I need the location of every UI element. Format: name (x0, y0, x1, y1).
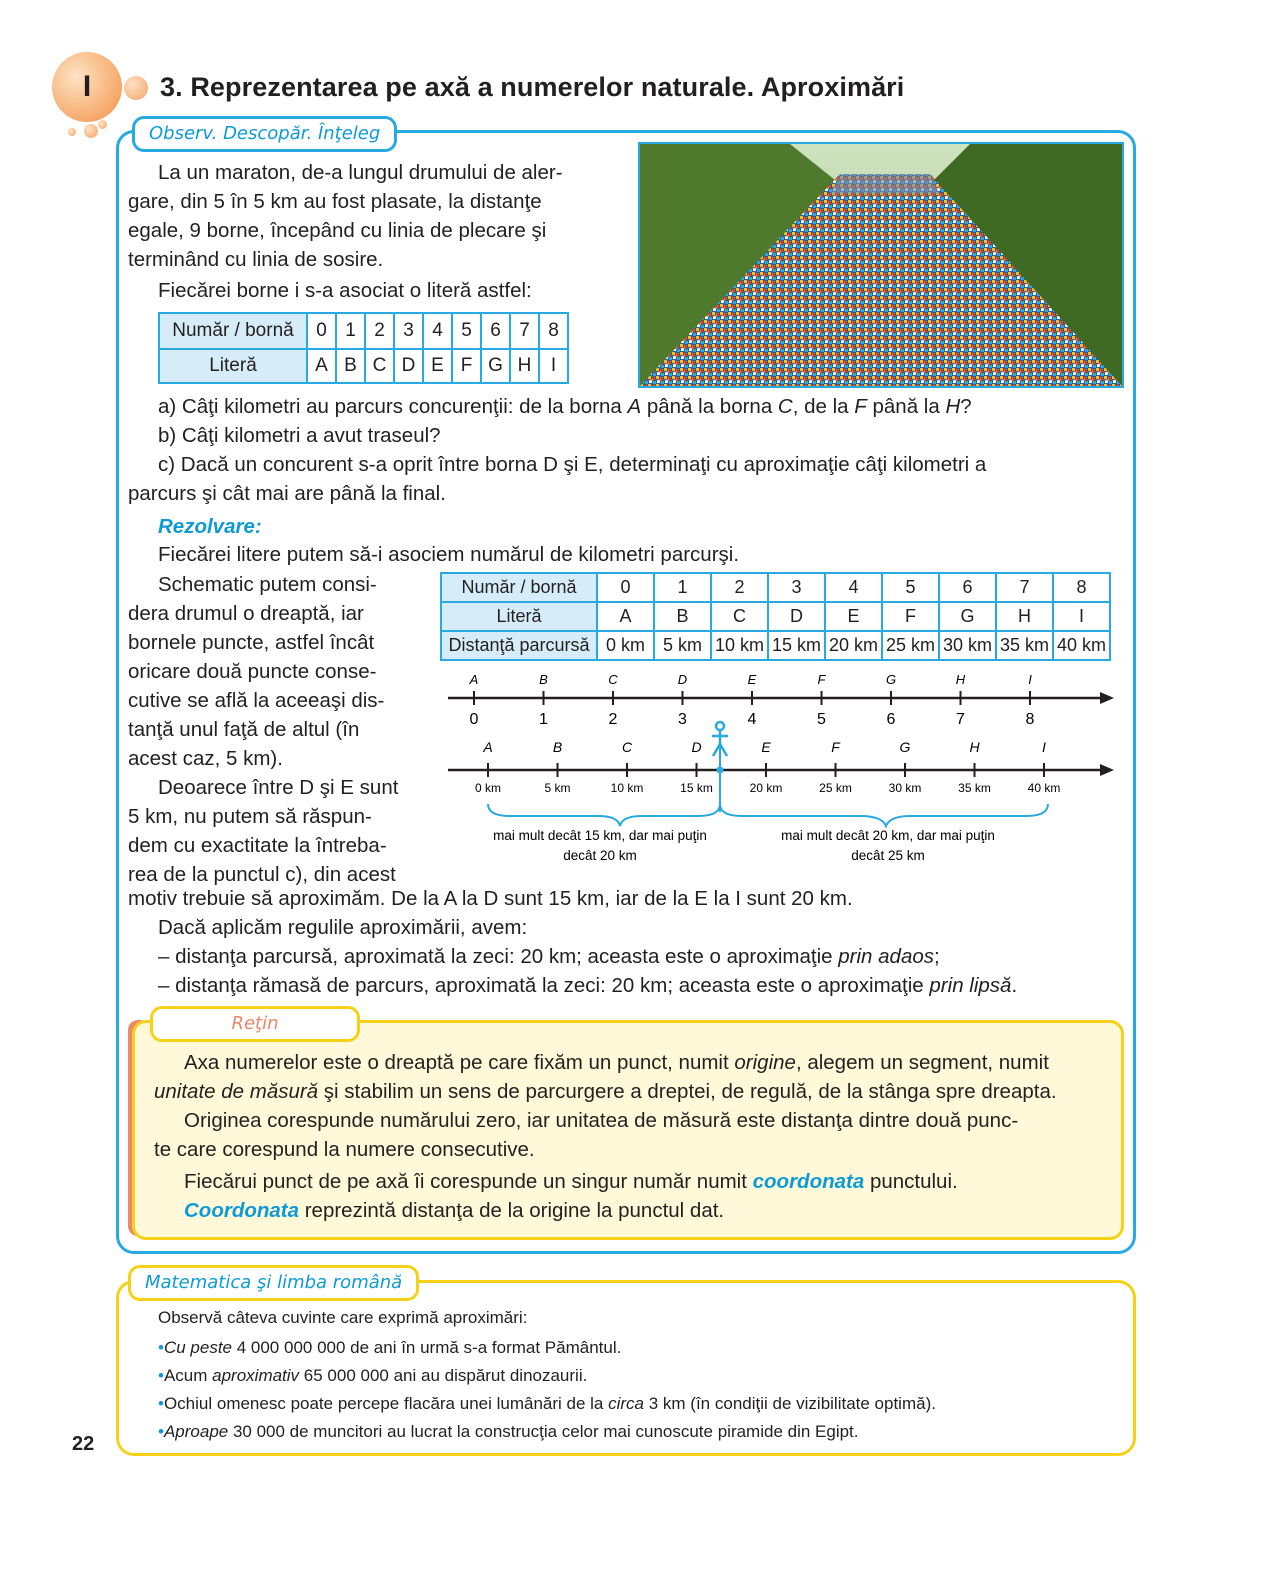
table-cell: 0 (597, 573, 654, 602)
table-cell: 1 (654, 573, 711, 602)
bullet-icon: • (158, 1422, 164, 1441)
axis2-letter-label: I (1042, 739, 1046, 755)
axis1-letter-label: D (677, 672, 688, 687)
axis2-km-label: 35 km (958, 781, 991, 795)
table-cell: 15 km (768, 631, 825, 660)
retin-label: Reţin (150, 1006, 360, 1042)
table-cell: 6 (939, 573, 996, 602)
axis1-number-label: 2 (608, 711, 618, 728)
axis2-km-label: 40 km (1027, 781, 1061, 795)
table-cell: C (365, 349, 394, 383)
bubble-decoration (124, 76, 148, 100)
solution-line: 5 km, nu putem să răspun- (128, 805, 372, 828)
continuation-line: motiv trebuie să aproximăm. De la A la D sunt 15 km, iar de la E la I sunt 20 km. (128, 887, 853, 910)
brace-right-text: mai mult decât 20 km, dar mai puţin (781, 828, 995, 843)
axis2-km-label: 30 km (888, 781, 922, 795)
axis2-letter-label: B (552, 739, 563, 755)
table-cell: F (882, 602, 939, 631)
table-cell: 6 (481, 313, 510, 349)
axis1-number-label: 7 (956, 711, 965, 728)
bullet-item (158, 1418, 859, 1446)
retin-line: unitate de măsură şi stabilim un sens de parcurgere a dreptei, de regulă, de la stânga spre dreapta. (154, 1080, 1057, 1103)
solution-intro: Fiecărei litere putem să-i asociem numărul de kilometri parcurşi. (158, 543, 740, 566)
solution-line: dem cu exactitate la întreba- (128, 834, 387, 857)
table-cell: 40 km (1053, 631, 1110, 660)
table-header: Număr / bornă (441, 573, 597, 602)
intro-line: gare, din 5 în 5 km au fost plasate, la distanţe (128, 190, 542, 213)
axis2-km-label: 20 km (749, 781, 783, 795)
table-cell: 8 (539, 313, 568, 349)
table-cell: 20 km (825, 631, 882, 660)
axis1-number-label: 4 (747, 711, 757, 728)
table-cell: I (539, 349, 568, 383)
axis1-letter-label: B (539, 672, 548, 687)
table-cell: 0 km (597, 631, 654, 660)
bubble-decoration (84, 124, 98, 138)
table-header: Distanţă parcursă (441, 631, 597, 660)
solution-line: dera drumul o dreaptă, iar (128, 602, 364, 625)
table-cell: 5 km (654, 631, 711, 660)
bullet-text: Aproape 30 000 de muncitori au lucrat la construcţia celor mai cunoscute piramide din Egipt. (163, 1422, 859, 1441)
bubble-decoration (98, 120, 107, 129)
axis-arrow-1 (1100, 692, 1114, 704)
axis1-ticks (469, 672, 1035, 728)
axis2-km-label: 10 km (610, 781, 644, 795)
bullet-item (158, 1334, 621, 1362)
table-cell: E (423, 349, 452, 383)
table-header: Număr / bornă (159, 313, 307, 349)
axis2-letter-label: G (899, 739, 911, 755)
retin-line: Originea corespunde numărului zero, iar unitatea de măsură este distanţa dintre două punc- (184, 1109, 1019, 1132)
distance-table (440, 572, 1111, 661)
table-header: Literă (159, 349, 307, 383)
table-cell: H (510, 349, 539, 383)
axis1-letter-label: F (817, 672, 826, 687)
apply-line: Dacă aplicăm regulile aproximării, avem: (158, 916, 528, 939)
chapter-badge (52, 52, 122, 122)
brace-left-text: decât 20 km (563, 848, 637, 863)
table-cell: H (996, 602, 1053, 631)
retin-line: Coordonata reprezintă distanţa de la origine la punctul dat. (184, 1199, 725, 1222)
section-label-observ: Observ. Descopăr. Înţeleg (132, 116, 397, 152)
runner-marker-point (717, 767, 724, 774)
chapter-number: I (82, 70, 92, 103)
axis2-km-label: 25 km (819, 781, 852, 795)
table-cell: D (394, 349, 423, 383)
solution-line: tanţă unul faţă de altul (în (128, 718, 360, 741)
table-cell: 5 (882, 573, 939, 602)
table-cell: A (597, 602, 654, 631)
borne-table (158, 312, 569, 384)
dash-line-1: – distanţa parcursă, aproximată la zeci: 20 km; aceasta este o aproximaţie prin adaos; (158, 945, 940, 968)
axis2-km-label: 15 km (680, 781, 713, 795)
axis1-letter-label: G (885, 672, 897, 687)
section-label-limba: Matematica şi limba română (128, 1265, 419, 1301)
bullet-item (158, 1390, 936, 1418)
intro-line: La un maraton, de-a lungul drumului de aler- (158, 161, 563, 184)
axis2-km-label: 5 km (544, 781, 571, 795)
number-axes (430, 664, 1130, 880)
bullet-icon: • (158, 1394, 164, 1413)
bullet-icon: • (158, 1366, 164, 1385)
axis2-letter-label: C (621, 739, 633, 755)
table-cell: G (939, 602, 996, 631)
table-cell: C (711, 602, 768, 631)
axis2-letter-label: D (691, 739, 702, 755)
solution-line: rea de la punctul c), din acest (128, 863, 396, 886)
axis-arrow-2 (1100, 764, 1114, 776)
bullet-icon: • (158, 1338, 164, 1357)
solution-line: cutive se află la aceeaşi dis- (128, 689, 385, 712)
axis1-number-label: 6 (886, 711, 896, 728)
brace-right-text: decât 25 km (851, 848, 925, 863)
bullet-text: Cu peste 4 000 000 000 de ani în urmă s-a format Pământul. (163, 1338, 622, 1357)
question-a: a) Câţi kilometri au parcurs concurenţii: de la borna A până la borna C, de la F până la H? (158, 395, 972, 418)
table-cell: 30 km (939, 631, 996, 660)
table-cell: B (336, 349, 365, 383)
axis1-letter-label: A (469, 672, 479, 687)
table-cell: 4 (423, 313, 452, 349)
table-cell: 1 (336, 313, 365, 349)
brace-left (488, 804, 720, 826)
table-cell: 7 (996, 573, 1053, 602)
table-cell: 5 (452, 313, 481, 349)
table-cell: F (452, 349, 481, 383)
dash-line-2: – distanţa rămasă de parcurs, aproximată la zeci: 20 km; aceasta este o aproximaţie prin lipsă. (158, 974, 1018, 997)
intro-line: Fiecărei borne i s-a asociat o literă astfel: (158, 279, 532, 302)
axis2-letter-label: F (831, 739, 840, 755)
axis1-letter-label: E (747, 672, 757, 687)
axis2-letter-label: A (483, 739, 493, 755)
intro-line: terminând cu linia de sosire. (128, 248, 384, 271)
axis1-number-label: 3 (678, 711, 687, 728)
axis1-number-label: 5 (817, 711, 826, 728)
table-cell: 2 (711, 573, 768, 602)
solution-line: oricare două puncte conse- (128, 660, 377, 683)
table-header: Literă (441, 602, 597, 631)
bullet-text: Acum aproximativ 65 000 000 ani au dispărut dinozaurii. (163, 1366, 588, 1385)
solution-line: Schematic putem consi- (158, 573, 377, 596)
table-cell: 0 (307, 313, 336, 349)
table-cell: E (825, 602, 882, 631)
solution-line: acest caz, 5 km). (128, 747, 283, 770)
table-cell: B (654, 602, 711, 631)
section3-intro: Observă câteva cuvinte care exprimă aproximări: (158, 1308, 528, 1327)
brace-left-text: mai mult decât 15 km, dar mai puţin (493, 828, 707, 843)
solution-line: Deoarece între D şi E sunt (158, 776, 399, 799)
axis2-letter-label: H (969, 739, 980, 755)
axis2-km-label: 0 km (474, 781, 502, 795)
table-cell: A (307, 349, 336, 383)
intro-line: egale, 9 borne, începând cu linia de plecare şi (128, 219, 547, 242)
table-cell: 3 (768, 573, 825, 602)
table-cell: D (768, 602, 825, 631)
page-title: 3. Reprezentarea pe axă a numerelor naturale. Aproximări (160, 72, 905, 102)
retin-line: te care corespund la numere consecutive. (154, 1138, 535, 1161)
axis1-number-label: 8 (1025, 711, 1035, 728)
brace-right (720, 804, 1048, 826)
axis2-letter-label: E (761, 739, 771, 755)
axis1-number-label: 1 (539, 711, 548, 728)
table-cell: 7 (510, 313, 539, 349)
marathon-photo (638, 142, 1124, 388)
axis1-letter-label: I (1028, 672, 1032, 687)
question-c-cont: parcurs şi cât mai are până la final. (128, 482, 446, 505)
axis2-ticks (475, 739, 1060, 795)
table-cell: 25 km (882, 631, 939, 660)
table-cell: I (1053, 602, 1110, 631)
marathon-crowd-image (640, 144, 1122, 386)
axis1-number-label: 0 (469, 711, 479, 728)
bullet-text: Ochiul omenesc poate percepe flacăra unei lumânări de la circa 3 km (în condiţii de vizibilitate optimă). (163, 1394, 936, 1413)
axis1-letter-label: C (608, 672, 618, 687)
bullet-item (158, 1362, 587, 1390)
retin-line: Axa numerelor este o dreaptă pe care fixăm un punct, numit origine, alegem un segment, numit (184, 1051, 1049, 1074)
retin-line: Fiecărui punct de pe axă îi corespunde un singur număr numit coordonata punctului. (184, 1170, 958, 1193)
table-cell: 8 (1053, 573, 1110, 602)
page-number: 22 (72, 1433, 95, 1455)
table-cell: G (481, 349, 510, 383)
table-cell: 4 (825, 573, 882, 602)
axis1-letter-label: H (955, 672, 966, 687)
bubble-decoration (68, 128, 76, 136)
question-c: c) Dacă un concurent s-a oprit între borna D şi E, determinaţi cu aproximaţie câţi kilometri a (158, 453, 987, 476)
question-b: b) Câţi kilometri a avut traseul? (158, 424, 441, 447)
table-cell: 2 (365, 313, 394, 349)
solution-label: Rezolvare: (158, 515, 262, 538)
table-cell: 35 km (996, 631, 1053, 660)
solution-line: bornele puncte, astfel încât (128, 631, 375, 654)
table-cell: 3 (394, 313, 423, 349)
table-cell: 10 km (711, 631, 768, 660)
